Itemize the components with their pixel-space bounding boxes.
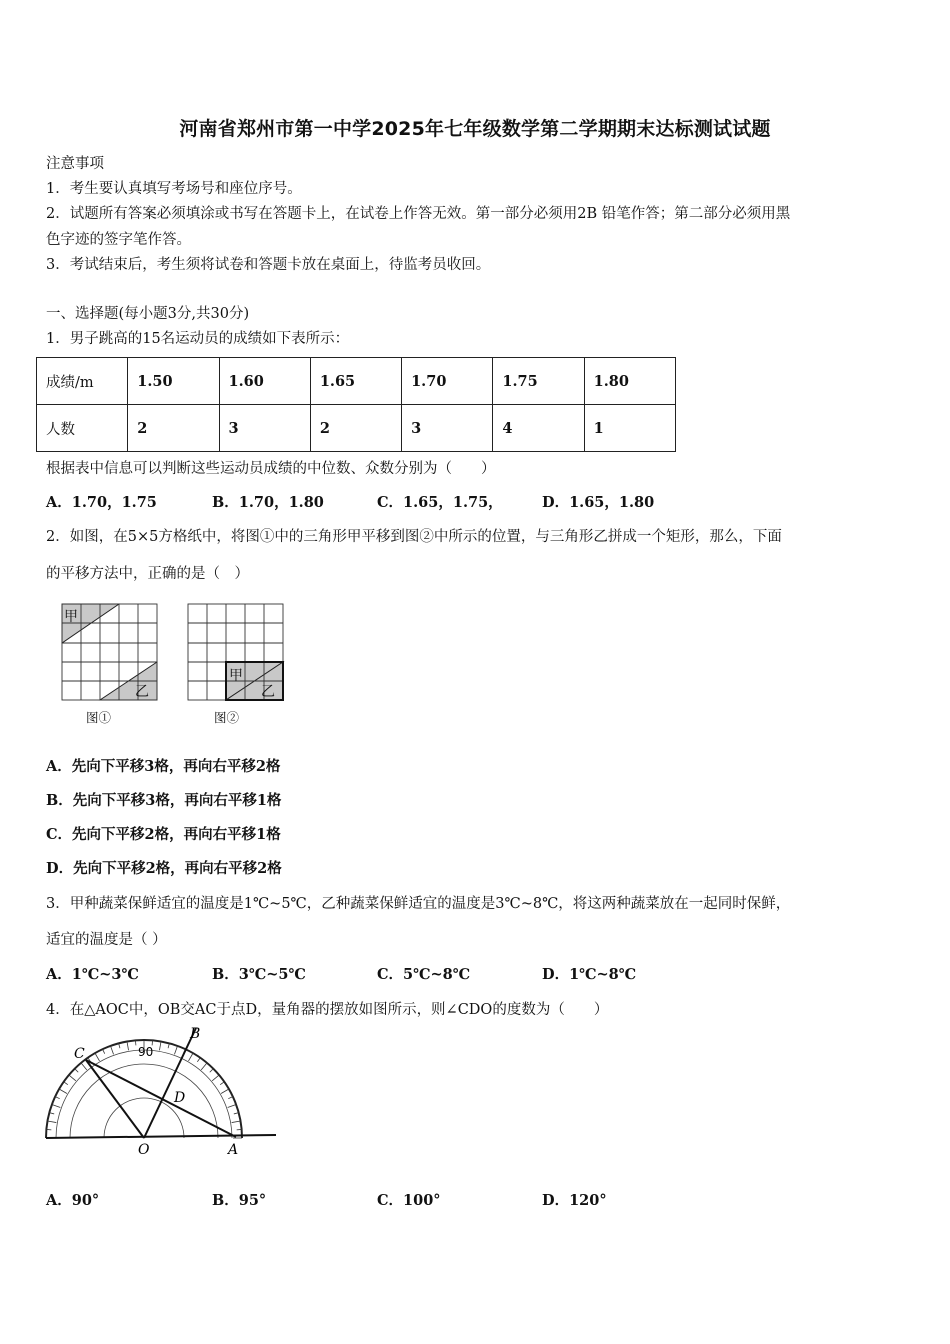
table-cell: 1.80	[584, 358, 675, 405]
table-cell: 1.75	[493, 358, 584, 405]
label-jia: 甲	[64, 609, 78, 625]
q2-stem: 2．如图，在5×5方格纸中，将图①中的三角形甲平移到图②中所示的位置，与三角形乙拼成一个矩形，那么，下面	[46, 529, 782, 545]
label-yi: 乙	[135, 684, 149, 700]
protractor-tick	[59, 1089, 67, 1094]
q2-option-a: A．先向下平移3格，再向右平移2格	[46, 758, 281, 775]
table-cell: 4	[493, 405, 584, 452]
table-cell: 1.65	[310, 358, 401, 405]
grid-figure-2	[184, 600, 288, 704]
q3-stem: 3．甲种蔬菜保鲜适宜的温度是1℃~5℃，乙种蔬菜保鲜适宜的温度是3℃~8℃，将这两种蔬菜放在一起同时保鲜，	[46, 896, 791, 912]
protractor-figure	[40, 1022, 280, 1162]
table-cell: 2	[128, 405, 219, 452]
table-header-cell: 成绩/m	[37, 358, 128, 405]
protractor-tick	[221, 1089, 229, 1094]
protractor-tick	[220, 1082, 224, 1085]
protractor-tick	[212, 1075, 219, 1081]
notes-heading: 注意事项	[46, 156, 104, 172]
label-a: A	[228, 1142, 239, 1158]
line-ca	[86, 1060, 236, 1137]
notes-item: 色字迹的签字笔作答。	[46, 232, 191, 248]
section-heading: 一、选择题(每小题3分,共30分)	[46, 306, 250, 322]
table-row	[37, 405, 676, 452]
q3-option-d: D．1℃~8℃	[542, 966, 637, 983]
protractor-tick	[69, 1075, 76, 1081]
protractor-tick	[81, 1063, 87, 1070]
q3-option-c: C．5℃~8℃	[377, 966, 471, 983]
protractor-tick	[110, 1046, 113, 1054]
figure-1-label: 图①	[86, 710, 112, 725]
label-90: 90	[138, 1045, 154, 1059]
protractor-tick	[75, 1069, 79, 1073]
label-jia: 甲	[229, 668, 243, 684]
q4-option-d: D．120°	[542, 1192, 607, 1209]
label-c: C	[74, 1046, 85, 1062]
protractor-tick	[189, 1053, 194, 1061]
figure-2-label: 图②	[214, 710, 240, 725]
table-header-cell: 人数	[37, 405, 128, 452]
table-cell: 1.70	[402, 358, 493, 405]
q1-stem: 1．男子跳高的15名运动员的成绩如下表所示：	[46, 331, 350, 347]
protractor-tick	[64, 1082, 68, 1085]
protractor-tick	[103, 1049, 105, 1054]
protractor-tick	[52, 1104, 60, 1107]
table-row	[37, 358, 676, 405]
q4-option-c: C．100°	[377, 1192, 441, 1209]
table-cell: 1.50	[128, 358, 219, 405]
label-d: D	[174, 1090, 186, 1106]
notes-item: 2．试题所有答案必须填涂或书写在答题卡上，在试卷上作答无效。第一部分必须用2B 铅笔作答；第二部分必须用黑	[46, 206, 791, 222]
q2-option-c: C．先向下平移2格，再向右平移1格	[46, 826, 281, 843]
score-table	[36, 357, 676, 452]
protractor-tick	[174, 1046, 177, 1054]
q3-option-a: A．1℃~3℃	[46, 966, 139, 983]
table-cell: 2	[310, 405, 401, 452]
q2-option-b: B．先向下平移3格，再向右平移1格	[46, 792, 282, 809]
q3-stem: 适宜的温度是（ ）	[46, 932, 167, 948]
q1-option-c: C．1.65，1.75，	[377, 494, 503, 511]
page-title: 河南省郑州市第一中学2025年七年级数学第二学期期末达标测试试题	[179, 118, 771, 140]
q1-option-a: A．1.70，1.75	[46, 494, 157, 511]
q3-option-b: B．3℃~5℃	[212, 966, 306, 983]
protractor-tick	[210, 1069, 214, 1073]
q1-option-b: B．1.70，1.80	[212, 494, 324, 511]
protractor-tick	[228, 1104, 236, 1107]
protractor-tick	[197, 1058, 200, 1062]
protractor-tick	[232, 1121, 241, 1123]
grid-figure-1	[58, 600, 162, 704]
label-yi: 乙	[261, 684, 275, 700]
protractor-tick	[95, 1053, 100, 1061]
protractor-tick	[201, 1063, 207, 1070]
protractor-tick	[47, 1121, 56, 1123]
table-cell: 3	[402, 405, 493, 452]
table-cell: 1	[584, 405, 675, 452]
protractor-tick	[159, 1041, 161, 1050]
q2-stem: 的平移方法中，正确的是（ ）	[46, 566, 249, 582]
q1-option-d: D．1.65，1.80	[542, 494, 655, 511]
notes-item: 1．考生要认真填写考场号和座位序号。	[46, 181, 302, 197]
q2-option-d: D．先向下平移2格，再向右平移2格	[46, 860, 282, 877]
table-cell: 3	[219, 405, 310, 452]
table-cell: 1.60	[219, 358, 310, 405]
label-o: O	[138, 1142, 150, 1158]
protractor-tick	[228, 1097, 233, 1099]
protractor-tick	[127, 1041, 129, 1050]
q4-stem: 4．在△AOC中，OB交AC于点D，量角器的摆放如图所示，则∠CDO的度数为（ ）	[46, 1002, 609, 1018]
q1-question: 根据表中信息可以判断这些运动员成绩的中位数、众数分别为（ ）	[46, 461, 496, 477]
protractor-tick	[55, 1097, 60, 1099]
label-b: B	[190, 1026, 201, 1042]
notes-item: 3．考试结束后，考生须将试卷和答题卡放在桌面上，待监考员收回。	[46, 257, 491, 273]
q4-option-a: A．90°	[46, 1192, 100, 1209]
q4-option-b: B．95°	[212, 1192, 267, 1209]
